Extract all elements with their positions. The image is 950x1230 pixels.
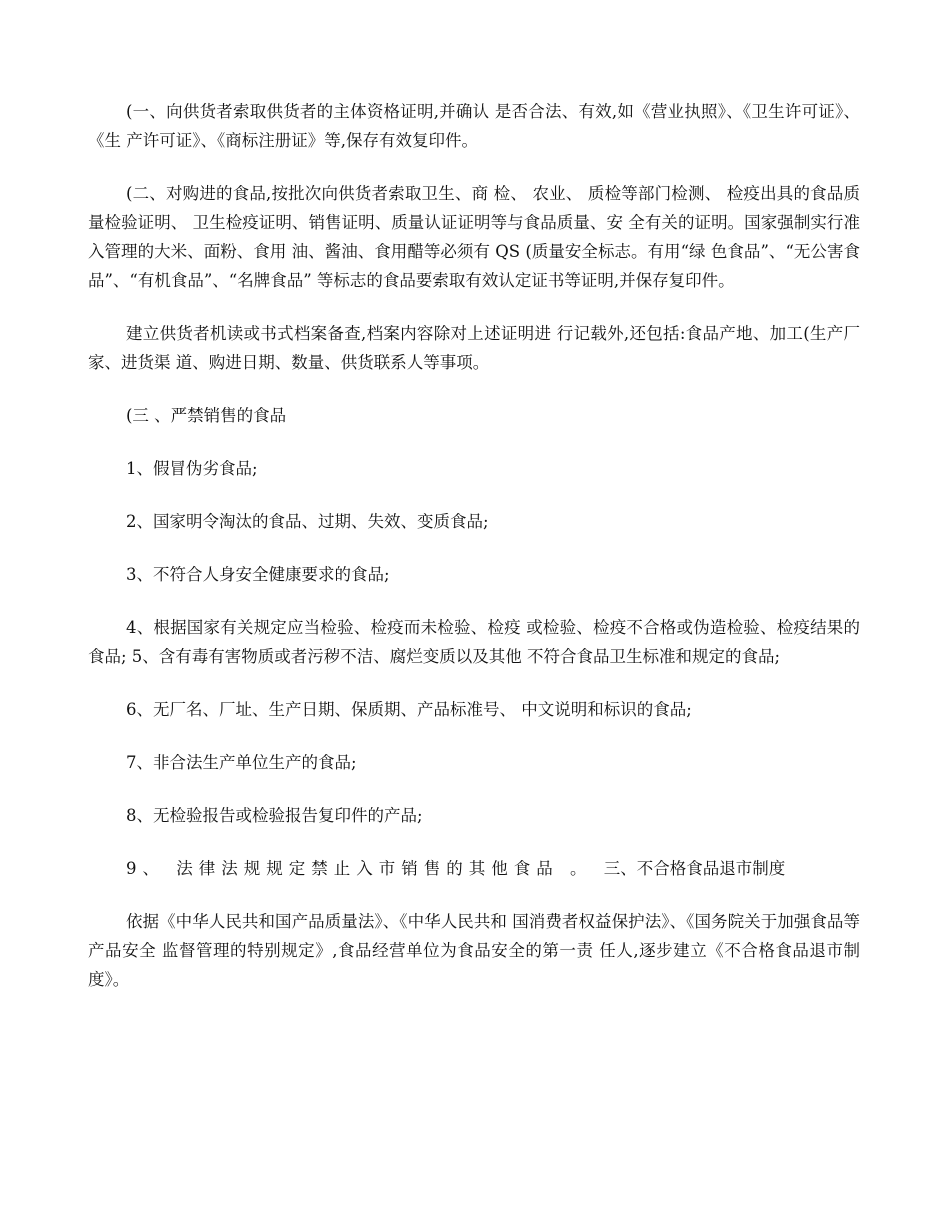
section-heading-recall-system: 三、不合格食品退市制度 (603, 859, 786, 878)
list-item-9-text: 9、 法律法规规定禁止入市销售的其他食品 。 (126, 859, 593, 878)
paragraph-supplier-qualification: (一、向供货者索取供货者的主体资格证明,并确认 是否合法、有效,如《营业执照》、《卫生许可证》、《生 产许可证》、《商标注册证》等,保存有效复印件。 (88, 102, 860, 150)
list-item-1: 1、假冒伪劣食品; (126, 459, 258, 478)
document-page (88, 97, 860, 1018)
list-item-7: 7、非合法生产单位生产的食品; (126, 753, 357, 772)
section-heading-prohibited-foods: (三 、严禁销售的食品 (126, 406, 287, 425)
paragraph-supplier-archive: 建立供货者机读或书式档案备查,档案内容除对上述证明进 行记载外,还包括:食品产地、加工(生产厂家、进货渠 道、购进日期、数量、供货联系人等事项。 (88, 324, 860, 372)
list-item-4-5: 4、根据国家有关规定应当检验、检疫而未检验、检疫 或检验、检疫不合格或伪造检验、检疫结果的食品; 5、含有毒有害物质或者污秽不洁、腐烂变质以及其他 不符合食品卫生标准和规定的食品; (88, 618, 860, 666)
list-item-9 (88, 854, 860, 883)
list-item-3: 3、不符合人身安全健康要求的食品; (126, 565, 390, 584)
paragraph-recall-basis: 依据《中华人民共和国产品质量法》、《中华人民共和 国消费者权益保护法》、《国务院关于加强食品等产品安全 监督管理的特别规定》,食品经营单位为食品安全的第一责 任人,逐步建立《不合格食品退市制度》。 (88, 912, 860, 989)
list-item-6: 6、无厂名、厂址、生产日期、保质期、产品标准号、 中文说明和标识的食品; (126, 700, 692, 719)
paragraph-inspection-certificates: (二、对购进的食品,按批次向供货者索取卫生、商 检、 农业、 质检等部门检测、 检疫出具的食品质量检验证明、 卫生检疫证明、销售证明、质量认证证明等与食品质量、安 全有关的证明。国家强制实行准入管理的大米、面粉、食用 油、酱油、食用醋等必须有 QS (质量安全标志。有用“绿 色食品”、“无公害食品”、“有机食品”、“名牌食品” 等标志的食品要索取有效认定证书等证明,并保存复印件。 (88, 184, 860, 290)
list-item-8: 8、无检验报告或检验报告复印件的产品; (126, 806, 423, 825)
list-item-2: 2、国家明令淘汰的食品、过期、失效、变质食品; (126, 512, 489, 531)
